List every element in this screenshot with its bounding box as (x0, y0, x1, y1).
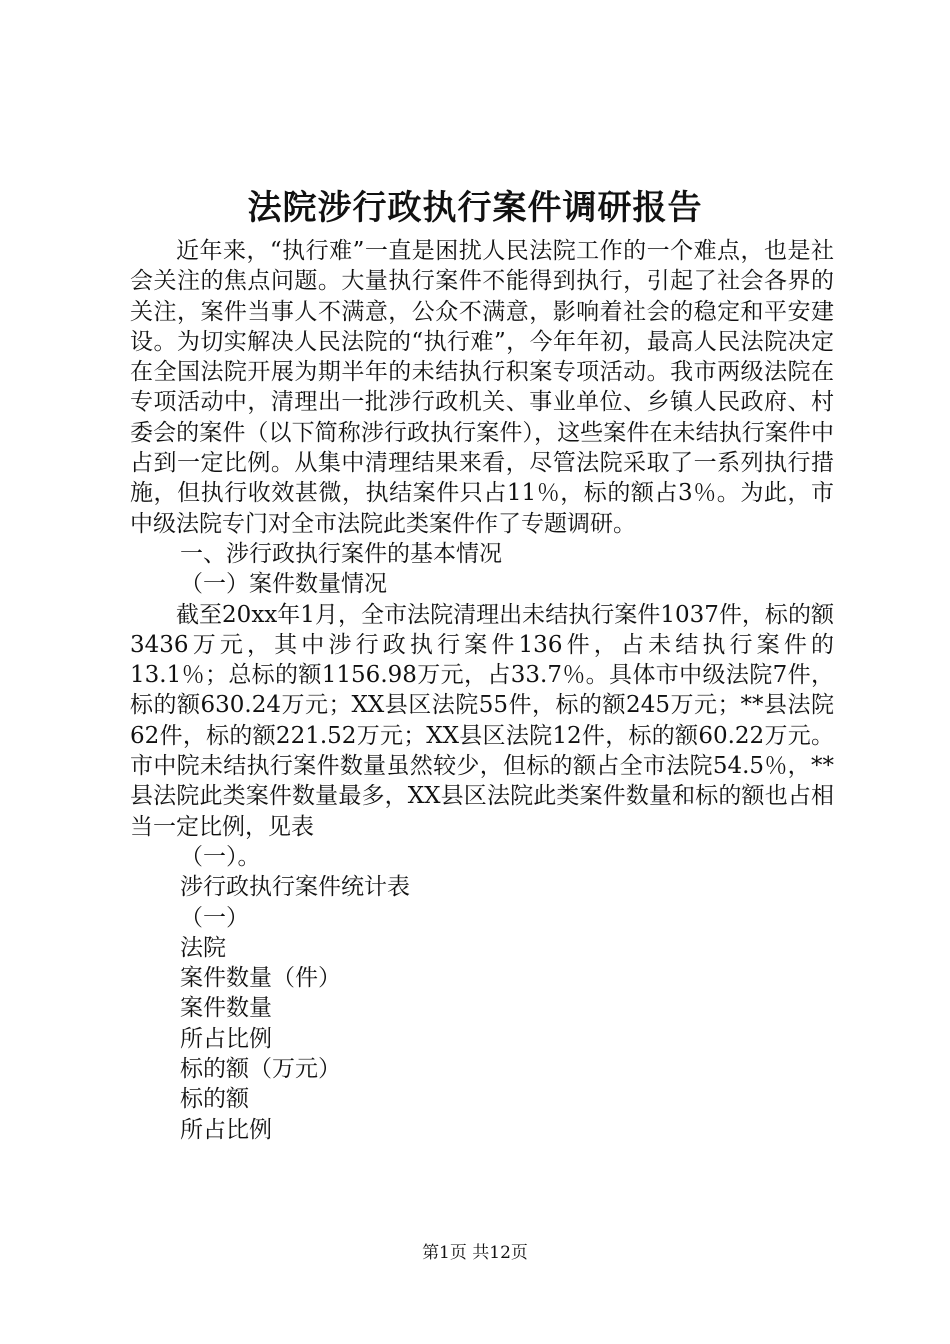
document-body (130, 236, 834, 1145)
table-header-case-count-unit: 案件数量（件） (180, 965, 341, 992)
intro-paragraph: 近年来，“执行难”一直是困扰人民法院工作的一个难点，也是社会关注的焦点问题。大量执行案件不能得到执行，引起了社会各界的关注，案件当事人不满意，公众不满意，影响着社会的稳定和平安建设。为切实解决人民法院的“执行难”，今年年初，最高人民法院决定在全国法院开展为期半年的未结执行积案专项活动。我市两级法院在专项活动中，清理出一批涉行政机关、事业单位、乡镇人民政府、村委会的案件（以下简称涉行政执行案件），这些案件在未结执行案件中占到一定比例。从集中清理结果来看，尽管法院采取了一系列执行措施，但执行收效甚微，执结案件只占11％，标的额占3％。为此，市中级法院专门对全市法院此类案件作了专题调研。 (130, 238, 834, 537)
table-header-amount-unit: 标的额（万元） (180, 1056, 341, 1083)
table-header-amount-share: 所占比例 (180, 1116, 272, 1143)
document-title: 法院涉行政执行案件调研报告 (247, 188, 703, 228)
table-header-case-share: 所占比例 (180, 1025, 272, 1052)
table-title: 涉行政执行案件统计表 (180, 874, 410, 901)
table-header-case-count: 案件数量 (180, 995, 272, 1022)
table-reference: （一）。 (180, 843, 261, 870)
subsection-heading: （一）案件数量情况 (180, 571, 387, 598)
table-header-amount: 标的额 (180, 1086, 249, 1113)
page-number-footer: 第1页 共12页 (422, 1243, 528, 1263)
table-header-court: 法院 (180, 934, 226, 961)
section-heading: 一、涉行政执行案件的基本情况 (180, 540, 502, 567)
table-number: （一） (180, 904, 249, 931)
stats-paragraph: 截至20xx年1月，全市法院清理出未结执行案件1037件，标的额3436万元，其中涉行政执行案件136件，占未结执行案件的13.1％；总标的额1156.98万元，占33.7％。具体市中级法院7件，标的额630.24万元；XX县区法院55件，标的额245万元；**县法院62件，标的额221.52万元；XX县区法院12件，标的额60.22万元。市中院未结执行案件数量虽然较少，但标的额占全市法院54.5％，**县法院此类案件数量最多，XX县区法院此类案件数量和标的额也占相当一定比例，见表 (130, 601, 834, 840)
